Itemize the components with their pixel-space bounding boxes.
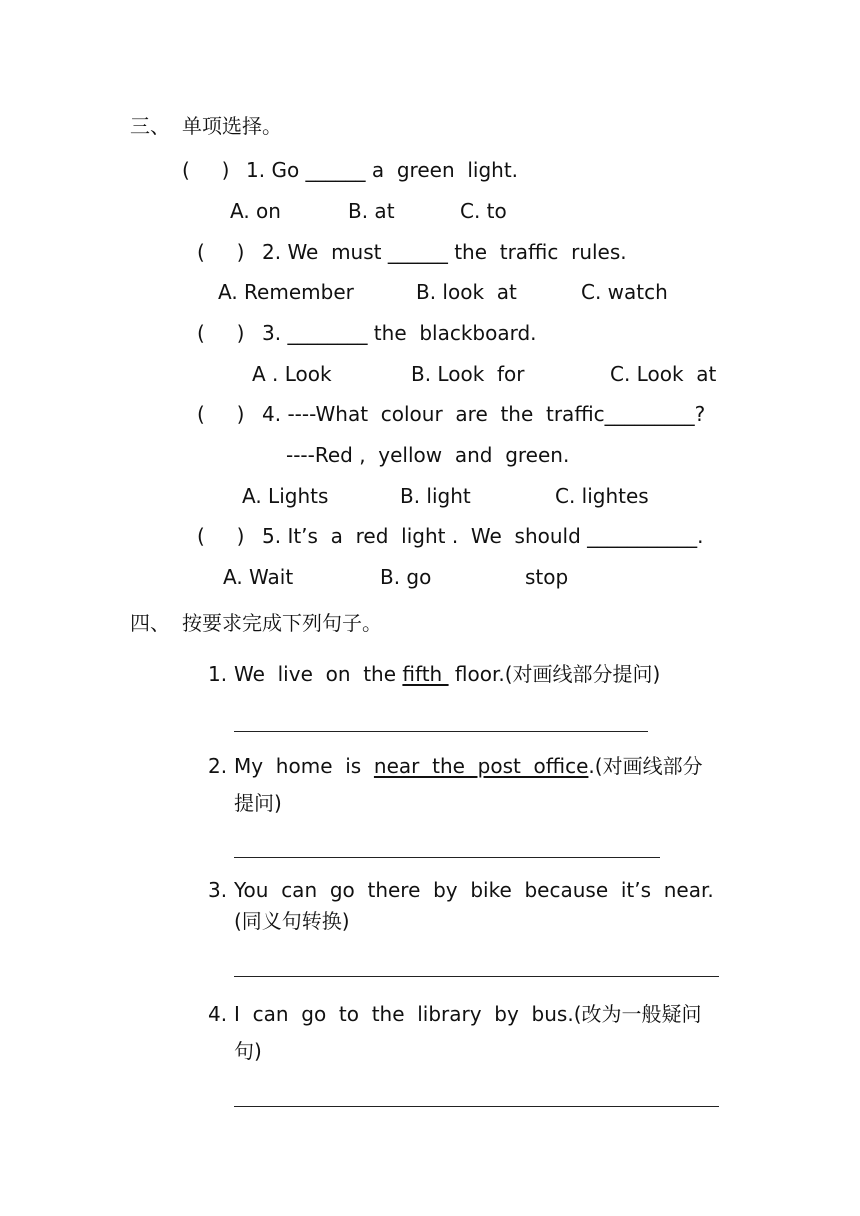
item1-sentence bbox=[234, 662, 660, 686]
q4-answer-paren[interactable]: ( ) bbox=[197, 402, 245, 426]
q2-answer-paren[interactable]: ( ) bbox=[197, 240, 245, 264]
item1-number: 1. bbox=[208, 662, 228, 686]
item2-number: 2. bbox=[208, 754, 228, 778]
q3-option-a: A . Look bbox=[252, 362, 332, 386]
q3-option-c: C. Look at bbox=[610, 362, 717, 386]
section-four-number: 四、 bbox=[130, 611, 170, 635]
item1-instruction: (对画线部分提问) bbox=[504, 662, 661, 686]
item2-sentence bbox=[234, 754, 703, 778]
q2-option-a: A. Remember bbox=[218, 280, 354, 304]
item4-text: I can go to the library by bus. bbox=[234, 1002, 574, 1026]
item2-underlined-phrase: near the post office bbox=[373, 754, 589, 778]
q5-answer-paren[interactable]: ( ) bbox=[197, 524, 245, 548]
item1-text-post: floor. bbox=[448, 662, 505, 686]
item2-text-post: . bbox=[588, 754, 595, 778]
q4-option-c: C. lightes bbox=[555, 484, 649, 508]
q3-stem: 3. ________ the blackboard. bbox=[262, 321, 537, 345]
q4-stem: 4. ----What colour are the traffic_________? bbox=[262, 402, 706, 426]
item1-answer-line[interactable] bbox=[234, 731, 648, 732]
item2-instruction-line2: 提问) bbox=[234, 791, 282, 815]
item1-underlined-phrase: fifth bbox=[402, 662, 449, 686]
section-three-title: 单项选择。 bbox=[182, 114, 282, 138]
item3-number: 3. bbox=[208, 878, 228, 902]
q3-option-b: B. Look for bbox=[411, 362, 525, 386]
item3-answer-line[interactable] bbox=[234, 976, 719, 977]
item4-instruction-line1: (改为一般疑问 bbox=[573, 1002, 702, 1026]
q4-option-b: B. light bbox=[400, 484, 471, 508]
q3-answer-paren[interactable]: ( ) bbox=[197, 321, 245, 345]
item2-text-pre: My home is bbox=[234, 754, 374, 778]
q2-option-b: B. look at bbox=[416, 280, 517, 304]
item1-text-pre: We live on the bbox=[234, 662, 403, 686]
q5-option-c: stop bbox=[525, 565, 569, 589]
item3-instruction: (同义句转换) bbox=[234, 909, 350, 933]
q4-stem-response: ----Red , yellow and green. bbox=[286, 443, 570, 467]
section-three-number: 三、 bbox=[130, 114, 170, 138]
item4-answer-line[interactable] bbox=[234, 1106, 719, 1107]
section-four-title: 按要求完成下列句子。 bbox=[182, 611, 382, 635]
q2-option-c: C. watch bbox=[581, 280, 668, 304]
q2-stem: 2. We must ______ the traffic rules. bbox=[262, 240, 627, 264]
item2-answer-line[interactable] bbox=[234, 857, 660, 858]
item2-instruction-line1: (对画线部分 bbox=[594, 754, 703, 778]
q5-stem: 5. It’s a red light . We should ___________. bbox=[262, 524, 704, 548]
item4-instruction-line2: 句) bbox=[234, 1039, 262, 1063]
q1-stem: 1. Go ______ a green light. bbox=[246, 158, 519, 182]
q5-option-a: A. Wait bbox=[223, 565, 294, 589]
item4-number: 4. bbox=[208, 1002, 228, 1026]
q1-option-c: C. to bbox=[460, 199, 507, 223]
q1-option-b: B. at bbox=[348, 199, 395, 223]
q4-option-a: A. Lights bbox=[242, 484, 329, 508]
item4-sentence bbox=[234, 1002, 702, 1026]
q1-option-a: A. on bbox=[230, 199, 281, 223]
q5-option-b: B. go bbox=[380, 565, 432, 589]
item3-sentence: You can go there by bike because it’s near. bbox=[234, 878, 714, 902]
q1-answer-paren[interactable]: ( ) bbox=[182, 158, 230, 182]
